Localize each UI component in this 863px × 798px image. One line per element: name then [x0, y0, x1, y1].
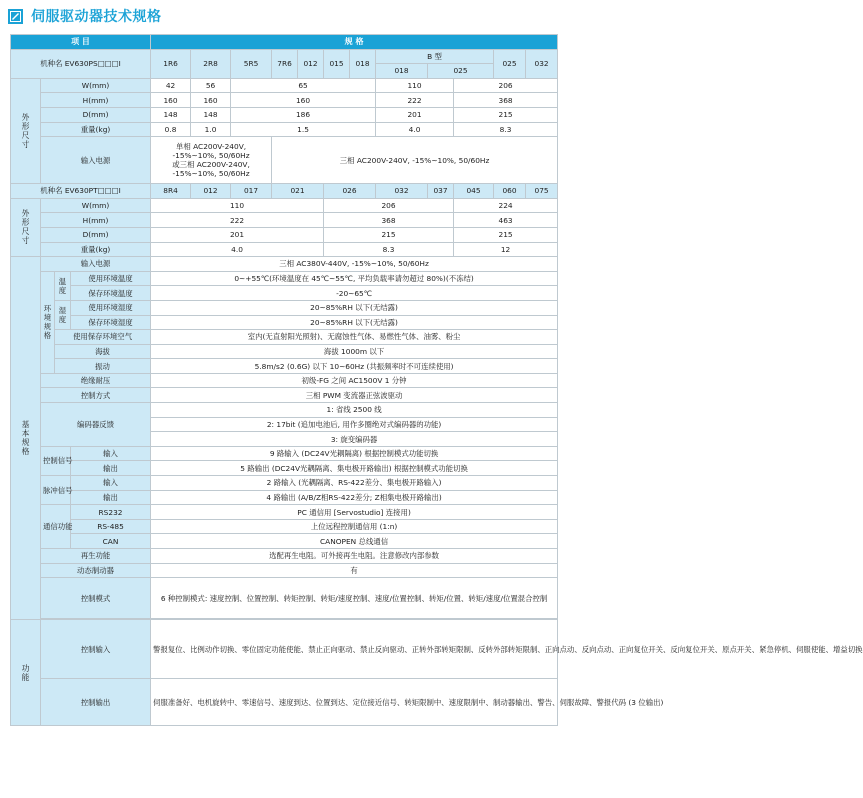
dims1-power-right: 三相 AC200V-240V, -15%~10%, 50/60Hz: [272, 137, 558, 184]
insul-label: 绝缘耐压: [41, 373, 151, 388]
dims2-cell: 368: [324, 213, 454, 228]
dims1-cell: 160: [231, 93, 376, 108]
regen-label: 再生功能: [41, 549, 151, 564]
func-in-value: 警报复位、比例动作切换、零位固定功能使能、禁止正向驱动、禁止反向驱动、正转外部转矩限制、反转外部转矩限制、正向点动、反向点动、正向复位开关、反向复位开关、原点开关、紧急停机、伺服使能、增益切换: [151, 620, 558, 679]
env-air-value: 室内(无直射阳光照射)、无腐蚀性气体、易燃性气体、油雾、粉尘: [151, 330, 558, 345]
dims1-cell: 201: [376, 107, 454, 122]
pulse-out-label: 输出: [71, 490, 151, 505]
model1-code: 1R6: [151, 49, 191, 78]
dims2-cell: 463: [454, 213, 558, 228]
env-row-value: -20~65℃: [151, 286, 558, 301]
pulse-in-value: 2 路输入 (光耦隔离、RS-422差分、集电极开路输入): [151, 476, 558, 491]
model1-code: 015: [324, 49, 350, 78]
enc-line: 1: 省线 2500 线: [151, 403, 558, 418]
dims2-cell: 224: [454, 198, 558, 213]
comm-row-value: CANOPEN 总线通信: [151, 534, 558, 549]
model1-code: 018: [350, 49, 376, 78]
model2-code: 075: [526, 184, 558, 199]
dims2-cell: 8.3: [324, 242, 454, 257]
dims1-category: 外形尺寸: [11, 78, 41, 183]
model1-code: 025: [494, 49, 526, 78]
header-spec: 规 格: [151, 35, 558, 50]
env-label: 环境规格: [41, 271, 55, 373]
model1-b-code: 025: [428, 64, 494, 79]
dims1-cell: 148: [191, 107, 231, 122]
dims2-cell: 12: [454, 242, 558, 257]
func-category: 功能: [11, 620, 41, 726]
dims1-cell: 8.3: [454, 122, 558, 137]
pulse-in-label: 输入: [71, 476, 151, 491]
page-title: 伺服驱动器技术规格: [31, 9, 162, 25]
insul-value: 初级-FG 之间 AC1500V 1 分钟: [151, 373, 558, 388]
model1-label: 机种名 EV630PS□□□I: [11, 49, 151, 78]
dims2-power-label: 输入电源: [41, 257, 151, 272]
dims1-cell: 110: [376, 78, 454, 93]
model1-code: 5R5: [231, 49, 272, 78]
env-row-value: 20~85%RH 以下(无结露): [151, 315, 558, 330]
dims1-cell: 222: [376, 93, 454, 108]
model1-b-code: 018: [376, 64, 428, 79]
model2-code: 060: [494, 184, 526, 199]
model2-code: 012: [191, 184, 231, 199]
env-row-label: 使用环境温度: [71, 271, 151, 286]
dims1-cell: 186: [231, 107, 376, 122]
dims2-cell: 201: [151, 227, 324, 242]
dims2-cell: 215: [454, 227, 558, 242]
func-out-label: 控制输出: [41, 679, 151, 726]
dims1-cell: 160: [191, 93, 231, 108]
dims1-cell: 42: [151, 78, 191, 93]
dims1-cell: 1.5: [231, 122, 376, 137]
pulse-out-value: 4 路输出 (A/B/Z相RS-422差分; Z相集电极开路输出): [151, 490, 558, 505]
comm-row-value: 上位远程控制通信用 (1:n): [151, 519, 558, 534]
enc-line: 2: 17bit (追加电池后, 用作多圈绝对式编码器的功能): [151, 417, 558, 432]
title-bar: [8, 6, 162, 26]
model2-code: 026: [324, 184, 376, 199]
dims2-cell: 4.0: [151, 242, 324, 257]
sig-in-label: 输入: [71, 446, 151, 461]
dims2-power-value: 三相 AC380V-440V, -15%~10%, 50/60Hz: [151, 257, 558, 272]
env-temp: 温度: [55, 271, 71, 300]
model1-code: 7R6: [272, 49, 298, 78]
model2-code: 045: [454, 184, 494, 199]
comm-row-label: RS-485: [71, 519, 151, 534]
ctrl-label: 控制方式: [41, 388, 151, 403]
brake-label: 动态制动器: [41, 563, 151, 578]
env-air-label: 使用保存环境空气: [55, 330, 151, 345]
dims2-cell: 222: [151, 213, 324, 228]
dims1-cell: 206: [454, 78, 558, 93]
model2-label: 机种名 EV630PT□□□I: [11, 184, 151, 199]
model2-code: 021: [272, 184, 324, 199]
env-alt-value: 海拔 1000m 以下: [151, 344, 558, 359]
dims1-label: H(mm): [41, 93, 151, 108]
model2-code: 017: [231, 184, 272, 199]
dims2-cell: 215: [324, 227, 454, 242]
dims1-label: 重量(kg): [41, 122, 151, 137]
comm-row-label: RS232: [71, 505, 151, 520]
regen-value: 选配再生电阻。可外接再生电阻。注意修改内部参数: [151, 549, 558, 564]
env-row-label: 使用环境湿度: [71, 300, 151, 315]
sig-in-value: 9 路输入 (DC24V光耦隔离) 根据控制模式功能切换: [151, 446, 558, 461]
dims1-cell: 160: [151, 93, 191, 108]
env-row-value: 20~85%RH 以下(无结露): [151, 300, 558, 315]
dims2-label: H(mm): [41, 213, 151, 228]
dims1-cell: 56: [191, 78, 231, 93]
dims1-label: W(mm): [41, 78, 151, 93]
env-humid: 湿度: [55, 300, 71, 329]
spec-table: [10, 34, 863, 726]
env-vib-label: 振动: [55, 359, 151, 374]
enc-label: 编码器反馈: [41, 403, 151, 447]
model1-code: 012: [298, 49, 324, 78]
edit-icon: [8, 9, 23, 24]
dims1-label: D(mm): [41, 107, 151, 122]
comm-row-label: CAN: [71, 534, 151, 549]
ctrl-value: 三相 PWM 变流器正弦波驱动: [151, 388, 558, 403]
model1-code: 2R8: [191, 49, 231, 78]
dims1-cell: 1.0: [191, 122, 231, 137]
dims2-category: 外形尺寸: [11, 198, 41, 256]
mode-value: 6 种控制模式: 速度控制、位置控制、转矩控制、转矩/速度控制、速度/位置控制、转矩/位置、转矩/速度/位置混合控制: [151, 578, 558, 619]
env-vib-value: 5.8m/s2 (0.6G) 以下 10~60Hz (共振频率时不可连续使用): [151, 359, 558, 374]
enc-line: 3: 旋变编码器: [151, 432, 558, 447]
env-row-value: 0~+55℃(环境温度在 45℃~55℃, 平均负载率请勿超过 80%)(不冻结): [151, 271, 558, 286]
dims1-power-label: 输入电源: [41, 137, 151, 184]
model1-code: 032: [526, 49, 558, 78]
func-in-label: 控制输入: [41, 620, 151, 679]
env-row-label: 保存环境温度: [71, 286, 151, 301]
dims2-label: D(mm): [41, 227, 151, 242]
dims1-cell: 368: [454, 93, 558, 108]
dims2-label: W(mm): [41, 198, 151, 213]
dims1-power-left: 单相 AC200V-240V, -15%~10%, 50/60Hz 或三相 AC200V-240V, -15%~10%, 50/60Hz: [151, 137, 272, 184]
model2-code: 032: [376, 184, 428, 199]
env-alt-label: 海拔: [55, 344, 151, 359]
basic-category: 基本规格: [11, 257, 41, 620]
dims1-cell: 0.8: [151, 122, 191, 137]
dims1-cell: 215: [454, 107, 558, 122]
sig-out-label: 输出: [71, 461, 151, 476]
model2-code: 037: [428, 184, 454, 199]
dims2-cell: 206: [324, 198, 454, 213]
dims2-label: 重量(kg): [41, 242, 151, 257]
comm-label: 通信功能: [41, 505, 71, 549]
sig-label: 控制信号: [41, 446, 71, 475]
sig-out-value: 5 路输出 (DC24V光耦隔离、集电极开路输出) 根据控制模式功能切换: [151, 461, 558, 476]
dims2-cell: 110: [151, 198, 324, 213]
model2-code: 8R4: [151, 184, 191, 199]
dims1-cell: 65: [231, 78, 376, 93]
brake-value: 有: [151, 563, 558, 578]
model1-b-type: B 型: [376, 49, 494, 64]
comm-row-value: PC 通信用 [Servostudio] 连接用): [151, 505, 558, 520]
env-row-label: 保存环境湿度: [71, 315, 151, 330]
header-item: 项 目: [11, 35, 151, 50]
dims1-cell: 148: [151, 107, 191, 122]
dims1-cell: 4.0: [376, 122, 454, 137]
pulse-label: 脉冲信号: [41, 476, 71, 505]
func-out-value: 伺服准备好、电机旋转中、零速信号、速度到达、位置到达、定位接近信号、转矩限制中、速度限制中、制动器输出、警告、伺服故障、警报代码 (3 位输出): [151, 679, 558, 726]
mode-label: 控制模式: [41, 578, 151, 619]
